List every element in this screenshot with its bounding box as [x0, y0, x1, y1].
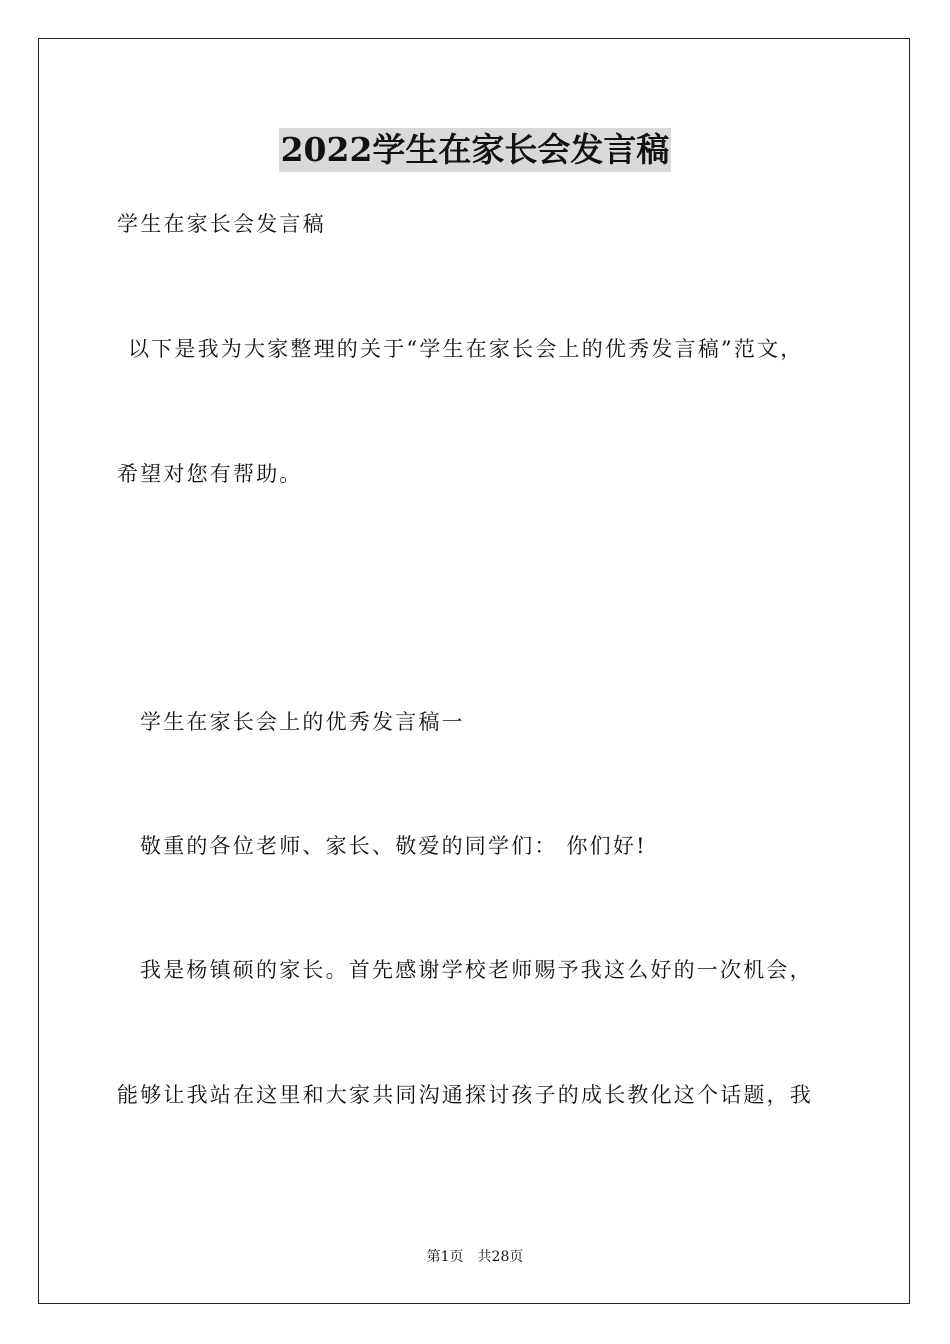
- paragraph-greeting: 敬重的各位老师、家长、敬爱的同学们： 你们好!: [140, 834, 647, 858]
- paragraph-intro-continued: 希望对您有帮助。: [117, 462, 303, 486]
- paragraph-body-1: 我是杨镇硕的家长。首先感谢学校老师赐予我这么好的一次机会，: [140, 958, 813, 982]
- paragraph-intro: 以下是我为大家整理的关于“学生在家长会上的优秀发言稿”范文，: [128, 337, 804, 361]
- document-title: 2022学生在家长会发言稿: [279, 128, 672, 172]
- section-heading: 学生在家长会上的优秀发言稿一: [140, 710, 465, 734]
- document-subtitle: 学生在家长会发言稿: [117, 212, 326, 236]
- paragraph-body-2: 能够让我站在这里和大家共同沟通探讨孩子的成长教化这个话题，我: [117, 1083, 813, 1107]
- title-container: [0, 128, 950, 172]
- page-footer: 第1页 共28页: [426, 1249, 524, 1265]
